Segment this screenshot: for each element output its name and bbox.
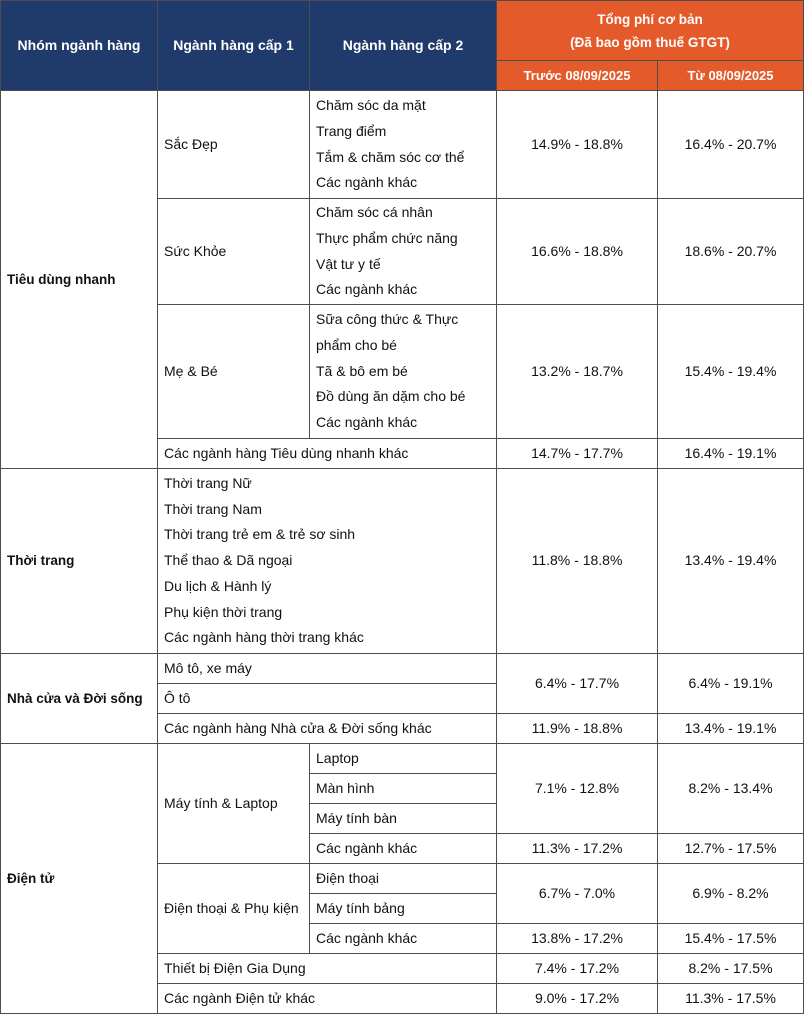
header-fee-title: Tổng phí cơ bản: [597, 11, 703, 27]
list-item: phẩm cho bé: [316, 336, 397, 353]
level1-moto: Mô tô, xe máy: [158, 654, 497, 684]
level2-phone-other: Các ngành khác: [310, 924, 497, 954]
list-item: Các ngành khác: [316, 281, 418, 298]
fee-before: 6.4% - 17.7%: [497, 654, 658, 714]
level2-health: [310, 199, 497, 305]
level2-laptop: Laptop: [310, 744, 497, 774]
header-group: Nhóm ngành hàng: [1, 1, 158, 91]
fee-before: 6.7% - 7.0%: [497, 864, 658, 924]
list-item: Các ngành hàng thời trang khác: [164, 629, 364, 646]
fee-before: 7.1% - 12.8%: [497, 744, 658, 834]
list-item: Tã & bô em bé: [316, 362, 408, 379]
list-item: Phụ kiện thời trang: [164, 603, 283, 620]
header-level2: Ngành hàng cấp 2: [310, 1, 497, 91]
fee-before: 11.3% - 17.2%: [497, 834, 658, 864]
group-electronics: Điện tử: [1, 744, 158, 1014]
level1-computer: Máy tính & Laptop: [158, 744, 310, 864]
level2-beauty: [310, 91, 497, 199]
fee-before: 9.0% - 17.2%: [497, 984, 658, 1014]
fee-after: 16.4% - 19.1%: [658, 439, 804, 469]
fee-before: 14.9% - 18.8%: [497, 91, 658, 199]
fee-after: 8.2% - 17.5%: [658, 954, 804, 984]
level1-health: Sức Khỏe: [158, 199, 310, 305]
list-item: Tắm & chăm sóc cơ thể: [316, 148, 465, 165]
fee-after: 12.7% - 17.5%: [658, 834, 804, 864]
level1-appliance: Thiết bị Điện Gia Dụng: [158, 954, 497, 984]
list-item: Vật tư y tế: [316, 255, 381, 272]
fee-before: 14.7% - 17.7%: [497, 439, 658, 469]
list-item: Thời trang trẻ em & trẻ sơ sinh: [164, 526, 356, 543]
fee-after: 11.3% - 17.5%: [658, 984, 804, 1014]
list-item: Đồ dùng ăn dặm cho bé: [316, 388, 466, 405]
group-home: Nhà cửa và Đời sống: [1, 654, 158, 744]
list-item: Chăm sóc da mặt: [316, 97, 426, 114]
level2-phone: Điện thoại: [310, 864, 497, 894]
header-before: Trước 08/09/2025: [497, 61, 658, 91]
level1-home-other: Các ngành hàng Nhà cửa & Đời sống khác: [158, 714, 497, 744]
header-fee: [497, 1, 804, 61]
fee-after: 16.4% - 20.7%: [658, 91, 804, 199]
list-item: Các ngành khác: [316, 174, 418, 191]
header-level1: Ngành hàng cấp 1: [158, 1, 310, 91]
level1-mombaby: Mẹ & Bé: [158, 305, 310, 439]
header-after: Từ 08/09/2025: [658, 61, 804, 91]
header-fee-subtitle: (Đã bao gồm thuế GTGT): [570, 34, 730, 50]
fee-after: 8.2% - 13.4%: [658, 744, 804, 834]
fee-after: 13.4% - 19.4%: [658, 469, 804, 654]
level1-car: Ô tô: [158, 684, 497, 714]
level1-beauty: Sắc Đẹp: [158, 91, 310, 199]
group-fashion: Thời trang: [1, 469, 158, 654]
list-item: Thời trang Nam: [164, 500, 262, 517]
list-item: Chăm sóc cá nhân: [316, 204, 433, 221]
list-item: Trang điểm: [316, 122, 387, 139]
group-fmcg: Tiêu dùng nhanh: [1, 91, 158, 469]
fee-before: 13.8% - 17.2%: [497, 924, 658, 954]
fee-after: 6.9% - 8.2%: [658, 864, 804, 924]
level1-electronics-other: Các ngành Điện tử khác: [158, 984, 497, 1014]
fee-after: 15.4% - 19.4%: [658, 305, 804, 439]
fee-after: 15.4% - 17.5%: [658, 924, 804, 954]
fee-before: 7.4% - 17.2%: [497, 954, 658, 984]
level2-computer-other: Các ngành khác: [310, 834, 497, 864]
fee-before: 11.8% - 18.8%: [497, 469, 658, 654]
level2-mombaby: [310, 305, 497, 439]
level2-tablet: Máy tính bảng: [310, 894, 497, 924]
level1-fmcg-other: Các ngành hàng Tiêu dùng nhanh khác: [158, 439, 497, 469]
fee-after: 18.6% - 20.7%: [658, 199, 804, 305]
fee-after: 13.4% - 19.1%: [658, 714, 804, 744]
fee-after: 6.4% - 19.1%: [658, 654, 804, 714]
list-item: Sữa công thức & Thực: [316, 311, 459, 328]
fee-before: 13.2% - 18.7%: [497, 305, 658, 439]
fee-before: 11.9% - 18.8%: [497, 714, 658, 744]
list-item: Du lịch & Hành lý: [164, 577, 272, 594]
list-item: Thực phẩm chức năng: [316, 229, 458, 246]
list-item: Thời trang Nữ: [164, 475, 252, 492]
list-item: Thể thao & Dã ngoại: [164, 552, 293, 569]
list-item: Các ngành khác: [316, 414, 418, 431]
fee-before: 16.6% - 18.8%: [497, 199, 658, 305]
level1-fashion: [158, 469, 497, 654]
level2-desktop: Máy tính bàn: [310, 804, 497, 834]
level2-monitor: Màn hình: [310, 774, 497, 804]
level1-phone: Điện thoại & Phụ kiện: [158, 864, 310, 954]
